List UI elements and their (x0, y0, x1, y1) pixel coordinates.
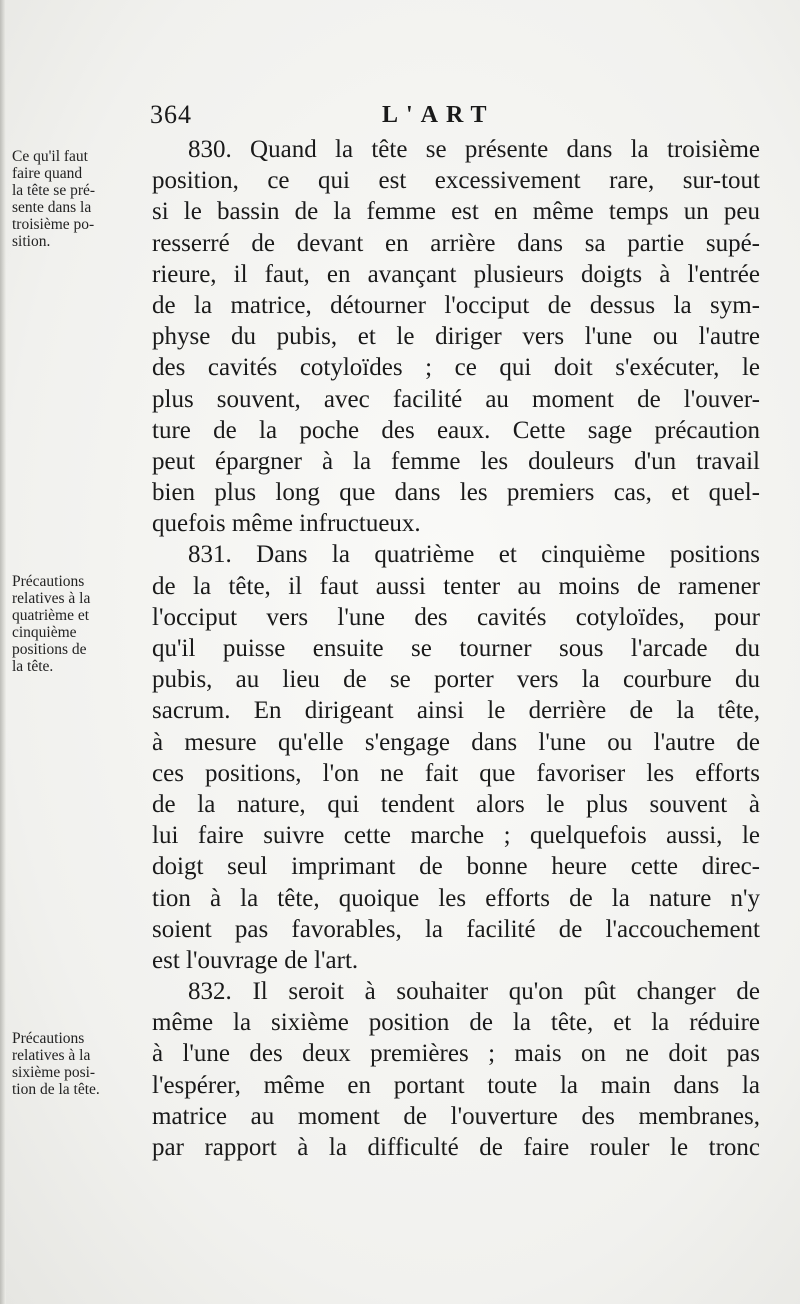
margin-note-troisieme (12, 148, 157, 250)
text-line: est l'ouvrage de l'art. (152, 946, 359, 974)
text-line: même la sixième position de la tête, et la réduire (152, 1009, 760, 1037)
text-line: quefois même infructueux. (152, 510, 421, 538)
margin-note-line: la tête se pré- (12, 182, 96, 199)
text-line: ces positions, l'on ne fait que favoriser les efforts (152, 759, 760, 787)
text-line: des cavités cotyloïdes ; ce qui doit s'exécuter, le (152, 354, 760, 382)
text-line: sacrum. En dirigeant ainsi le derrière de la tête, (152, 697, 760, 725)
margin-note-line: sixième posi- (12, 1064, 96, 1081)
text-line: plus souvent, avec facilité au moment de l'ouver- (152, 385, 760, 413)
text-line: l'espérer, même en portant toute la main dans la (152, 1071, 760, 1099)
text-line: physe du pubis, et le diriger vers l'une ou l'autre (152, 323, 760, 351)
main-text (152, 134, 760, 1163)
margin-note-line: sition. (12, 233, 51, 250)
margin-note-line: troisième po- (12, 216, 95, 233)
margin-note-line: faire quand (12, 165, 83, 182)
text-line: tion à la tête, quoique les efforts de la nature n'y (152, 884, 760, 912)
text-line: lui faire suivre cette marche ; quelquefois aussi, le (152, 822, 760, 850)
text-line: bien plus long que dans les premiers cas, et quel- (152, 479, 760, 507)
text-line: peut épargner à la femme les douleurs d'un travail (152, 447, 760, 475)
text-line: par rapport à la difficulté de faire rouler le tronc (152, 1134, 760, 1161)
text-line: à mesure qu'elle s'engage dans l'une ou l'autre de (152, 728, 760, 756)
margin-note-line: positions de (12, 641, 87, 658)
text-line: l'occiput vers l'une des cavités cotyloïdes, pour (152, 603, 760, 631)
margin-note-line: Précautions (12, 1030, 85, 1047)
margin-note-line: tion de la tête. (12, 1081, 100, 1098)
page-binding-edge (0, 0, 6, 1304)
margin-note-line: Ce qu'il faut (12, 148, 88, 165)
text-line: resserré de devant en arrière dans sa partie supé- (152, 229, 760, 257)
margin-note-line: la tête. (12, 658, 54, 675)
text-line: de la tête, il faut aussi tenter au moins de ramener (152, 572, 760, 600)
text-line: pubis, au lieu de se porter vers la courbure du (152, 666, 760, 694)
margin-note-line: relatives à la (12, 590, 91, 607)
running-title: L'ART (382, 102, 495, 128)
text-line: ture de la poche des eaux. Cette sage précaution (152, 416, 760, 444)
text-line: soient pas favorables, la facilité de l'accouchement (152, 915, 760, 943)
text-line: qu'il puisse ensuite se tourner sous l'arcade du (152, 635, 760, 662)
page-number: 364 (150, 100, 192, 129)
text-line: 830. Quand la tête se présente dans la troisième (188, 136, 760, 163)
margin-note-line: Précautions (12, 573, 85, 590)
text-line: de la nature, qui tendent alors le plus souvent à (152, 790, 760, 818)
text-line: 831. Dans la quatrième et cinquième positions (188, 541, 760, 569)
text-line: doigt seul imprimant de bonne heure cette direc- (152, 853, 760, 881)
text-line: 832. Il seroit à souhaiter qu'on pût changer de (188, 978, 760, 1006)
margin-note-line: quatrième et (12, 607, 90, 624)
margin-note-line: cinquième (12, 624, 77, 641)
text-line: si le bassin de la femme est en même temps un peu (152, 198, 760, 226)
text-line: à l'une des deux premières ; mais on ne doit pas (152, 1040, 760, 1068)
margin-note-sixieme (12, 1030, 157, 1098)
margin-note-line: relatives à la (12, 1047, 91, 1064)
margin-note-quatrieme (12, 573, 157, 675)
margin-note-line: sente dans la (12, 199, 92, 216)
text-line: de la matrice, détourner l'occiput de dessus la sym- (152, 291, 760, 319)
text-line: matrice au moment de l'ouverture des membranes, (152, 1102, 760, 1130)
text-line: position, ce qui est excessivement rare, sur-tout (152, 167, 760, 195)
text-line: rieure, il faut, en avançant plusieurs doigts à l'entrée (152, 260, 760, 288)
